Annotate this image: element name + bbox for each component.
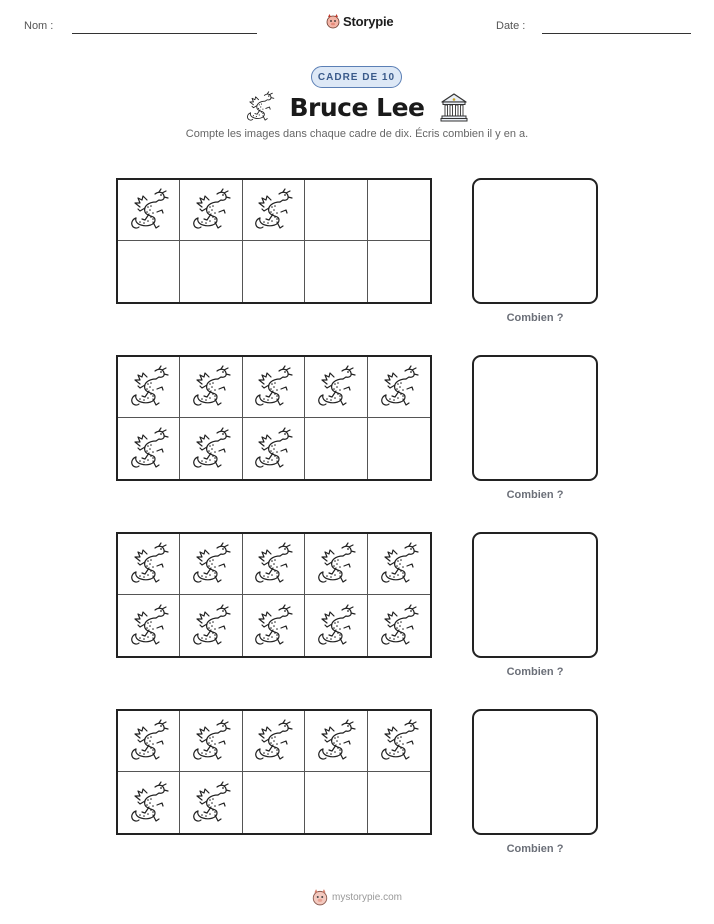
logo-text: Storypie [343, 13, 394, 29]
answer-box-3[interactable] [472, 532, 598, 658]
ten-frame-cell [180, 357, 242, 418]
ten-frame-cell [243, 534, 305, 595]
dragon-icon [253, 604, 293, 648]
ten-frame-cell [118, 534, 180, 595]
ten-frame-cell [305, 180, 367, 241]
ten-frame-cell [180, 241, 242, 302]
dragon-icon [129, 427, 169, 471]
dragon-icon [379, 365, 419, 409]
ten-frame-cell [305, 534, 367, 595]
dragon-icon [379, 542, 419, 586]
dragon-icon [129, 188, 169, 232]
dragon-icon [316, 604, 356, 648]
pig-mascot-icon [312, 888, 328, 906]
dragon-icon [253, 542, 293, 586]
ten-frame-cell [118, 180, 180, 241]
dragon-icon [379, 719, 419, 763]
dragon-icon [253, 719, 293, 763]
answer-box-4[interactable] [472, 709, 598, 835]
ten-frame-3 [116, 532, 432, 658]
ten-frame-2 [116, 355, 432, 481]
ten-frame-cell [118, 772, 180, 833]
dragon-icon [129, 542, 169, 586]
ten-frame-cell [243, 241, 305, 302]
ten-frame-cell [368, 595, 430, 656]
ten-frame-cell [180, 772, 242, 833]
name-label: Nom : [24, 20, 54, 32]
ten-frame-cell [368, 180, 430, 241]
ten-frame-cell [368, 241, 430, 302]
ten-frame-cell [368, 534, 430, 595]
ten-frame-cell [368, 711, 430, 772]
dragon-icon [129, 365, 169, 409]
ten-frame-cell [118, 241, 180, 302]
dragon-icon [316, 719, 356, 763]
ten-frame-cell [118, 711, 180, 772]
ten-frame-cell [243, 711, 305, 772]
dragon-icon [191, 781, 231, 825]
storypie-logo [326, 13, 393, 29]
dragon-icon [129, 719, 169, 763]
dragon-icon [253, 365, 293, 409]
dragon-icon [191, 719, 231, 763]
ten-frame-cell [180, 595, 242, 656]
answer-box-2[interactable] [472, 355, 598, 481]
ten-frame-cell [180, 711, 242, 772]
ten-frame-cell [118, 418, 180, 479]
ten-frame-cell [305, 772, 367, 833]
instructions: Compte les images dans chaque cadre de dix. Écris combien il y en a. [185, 128, 529, 140]
combien-label-3: Combien ? [506, 666, 564, 678]
ten-frame-cell [243, 595, 305, 656]
ten-frame-cell [118, 595, 180, 656]
dragon-icon [253, 188, 293, 232]
dragon-icon [129, 604, 169, 648]
answer-box-1[interactable] [472, 178, 598, 304]
footer [0, 888, 714, 906]
dragon-icon [253, 427, 293, 471]
dragon-icon [191, 188, 231, 232]
temple-icon [439, 92, 469, 122]
title-row [0, 90, 714, 124]
combien-label-2: Combien ? [506, 489, 564, 501]
ten-frame-cell [180, 534, 242, 595]
dragon-icon [191, 365, 231, 409]
date-field[interactable] [542, 33, 691, 34]
name-field[interactable] [72, 33, 257, 34]
ten-frame-cell [180, 180, 242, 241]
ten-frame-cell [243, 772, 305, 833]
dragon-icon [316, 365, 356, 409]
ten-frame-4 [116, 709, 432, 835]
dragon-icon [191, 604, 231, 648]
worksheet-type-badge: CADRE DE 10 [311, 66, 402, 88]
combien-label-1: Combien ? [506, 312, 564, 324]
ten-frame-cell [243, 418, 305, 479]
ten-frame-cell [118, 357, 180, 418]
ten-frame-cell [368, 418, 430, 479]
ten-frame-cell [305, 418, 367, 479]
ten-frame-cell [368, 772, 430, 833]
dragon-icon [379, 604, 419, 648]
ten-frame-cell [243, 357, 305, 418]
ten-frame-cell [305, 357, 367, 418]
pig-mascot-icon [326, 13, 340, 29]
dragon-icon [191, 427, 231, 471]
ten-frame-cell [305, 595, 367, 656]
dragon-icon [129, 781, 169, 825]
dragon-icon [316, 542, 356, 586]
ten-frame-1 [116, 178, 432, 304]
combien-label-4: Combien ? [506, 843, 564, 855]
dragon-icon [245, 91, 275, 123]
footer-url: mystorypie.com [331, 891, 402, 903]
date-label: Date : [496, 20, 526, 32]
ten-frame-cell [305, 241, 367, 302]
page-title: Bruce Lee [289, 92, 425, 122]
dragon-icon [191, 542, 231, 586]
ten-frame-cell [305, 711, 367, 772]
ten-frame-cell [180, 418, 242, 479]
ten-frame-cell [243, 180, 305, 241]
ten-frame-cell [368, 357, 430, 418]
